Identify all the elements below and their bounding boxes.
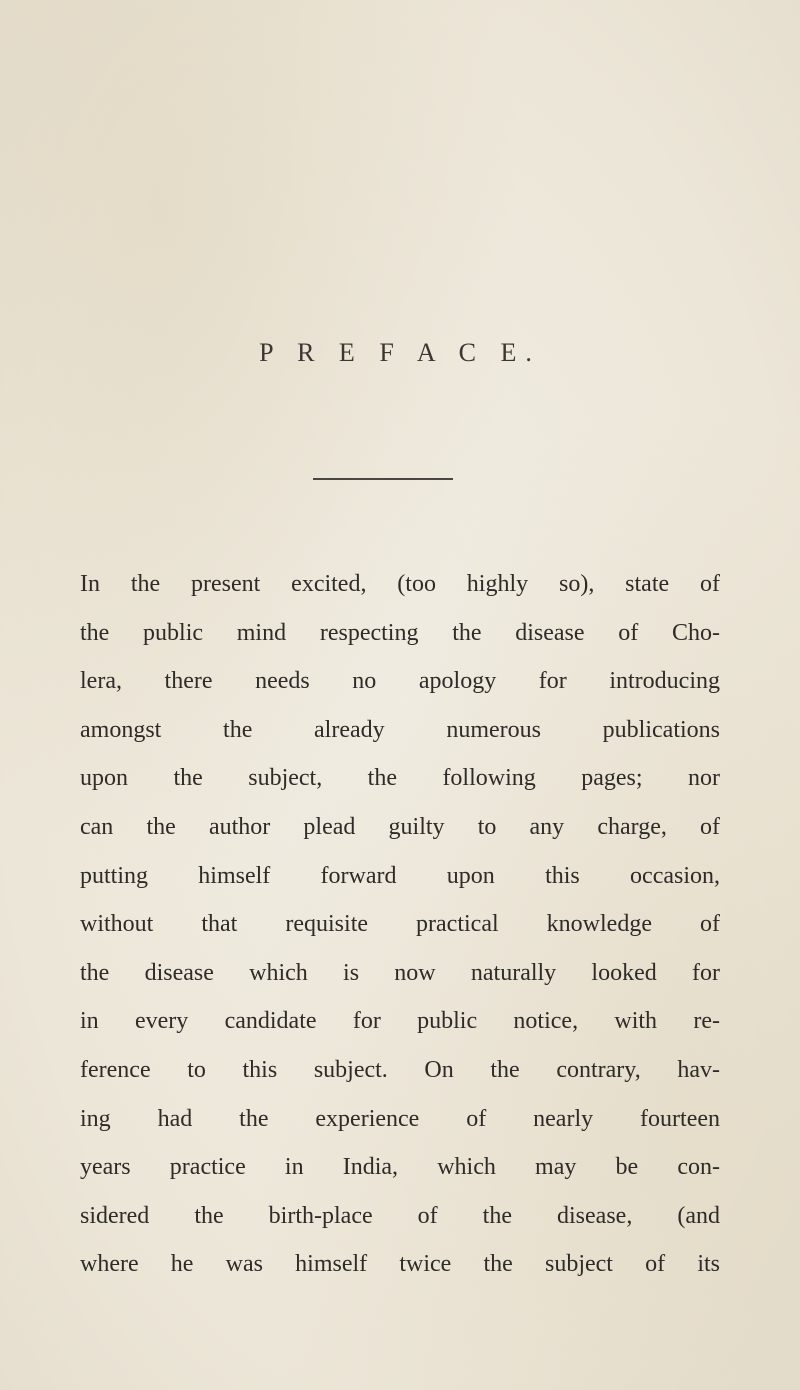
text-line: In the present excited, (too highly so), state of — [80, 571, 720, 597]
text-line: years practice in India, which may be con- — [80, 1154, 720, 1181]
page-title: P R E F A C E. — [259, 338, 541, 367]
title-divider — [313, 478, 453, 480]
text-line: can the author plead guilty to any charge, of — [80, 813, 720, 840]
text-line: the public mind respecting the disease of Cho- — [80, 619, 720, 646]
text-line: where he was himself twice the subject of its — [80, 1251, 720, 1278]
preface-body — [80, 560, 720, 1289]
text-line: ing had the experience of nearly fourteen — [80, 1105, 720, 1132]
text-line: the disease which is now naturally looked for — [80, 959, 720, 986]
text-line: lera, there needs no apology for introducing — [80, 668, 720, 695]
text-line: amongst the already numerous publications — [80, 716, 720, 743]
text-line: without that requisite practical knowledge of — [80, 911, 720, 938]
text-line: upon the subject, the following pages; nor — [80, 765, 720, 792]
text-line: sidered the birth-place of the disease, (and — [80, 1202, 720, 1229]
text-line: in every candidate for public notice, with re- — [80, 1008, 720, 1035]
text-line: putting himself forward upon this occasion, — [80, 862, 720, 889]
text-line: ference to this subject. On the contrary, hav- — [80, 1056, 720, 1083]
